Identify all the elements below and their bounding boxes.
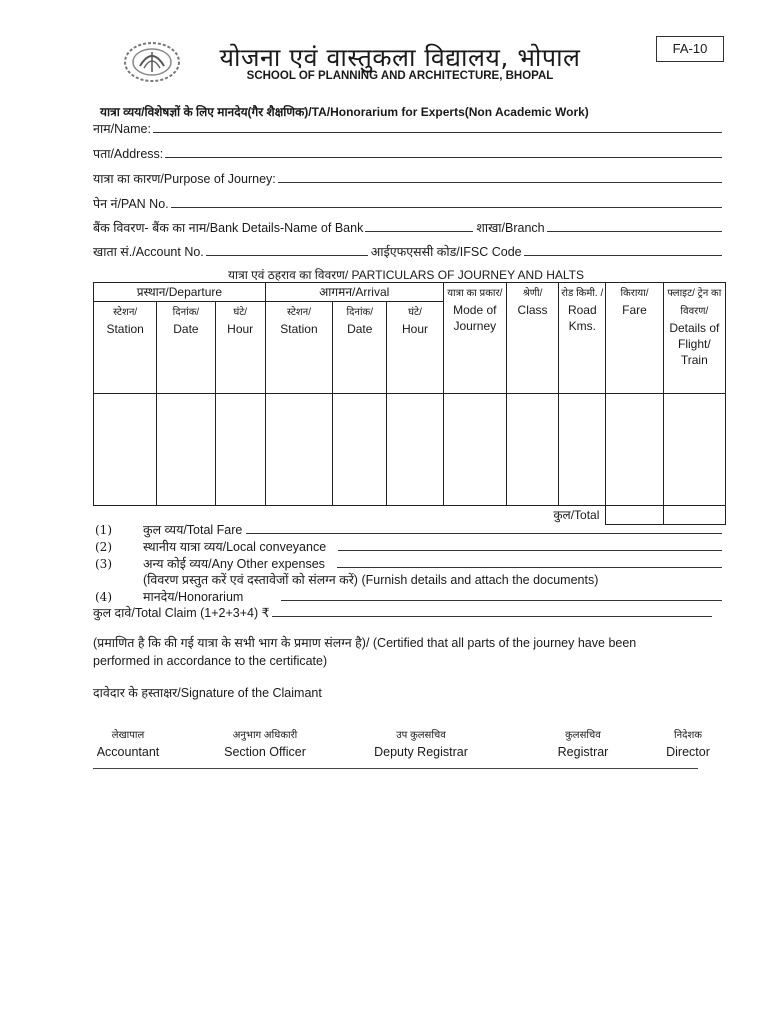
form-subtitle: यात्रा व्यय/विशेषज्ञों के लिए मानदेय(गैर शैक्षणिक)/TA/Honorarium for Experts(Non Academic Work)	[100, 105, 589, 119]
signatory-deputy-registrar: उप कुलसचिव Deputy Registrar	[374, 730, 468, 759]
total-label: कुल/Total	[94, 506, 606, 525]
expense-number: (2)	[95, 540, 112, 554]
table-row[interactable]	[94, 394, 726, 506]
expense-total-fare[interactable]	[95, 521, 722, 538]
address-field[interactable]	[93, 145, 722, 162]
signatory-registrar: कुलसचिव Registrar	[557, 730, 609, 759]
table-header-row	[94, 283, 726, 302]
purpose-label: यात्रा का कारण/Purpose of Journey:	[93, 172, 276, 186]
name-label: नाम/Name:	[93, 122, 151, 136]
departure-header: प्रस्थान/Departure	[94, 283, 266, 302]
departure-hour-header: घंटे/ Hour	[215, 302, 265, 394]
class-header: श्रेणी/ Class	[506, 283, 558, 394]
total-claim-label: कुल दावे/Total Claim (1+2+3+4) ₹	[93, 606, 270, 620]
expense-number: (1)	[95, 523, 112, 537]
institute-title-hindi: योजना एवं वास्तुकला विद्यालय, भोपाल	[219, 43, 581, 72]
expense-label: अन्य कोई व्यय/Any Other expenses	[143, 557, 325, 571]
ifsc-label: आईएफएससी कोड/IFSC Code	[370, 245, 522, 259]
signatory-director: निदेशक Director	[666, 730, 710, 759]
pan-label: पेन नं/PAN No.	[93, 197, 169, 211]
claimant-signature-label: दावेदार के हस्ताक्षर/Signature of the Claimant	[93, 686, 322, 700]
expense-honorarium[interactable]	[95, 588, 722, 605]
address-label: पता/Address:	[93, 147, 164, 161]
journey-table-caption: यात्रा एवं ठहराव का विवरण/ PARTICULARS OF JOURNEY AND HALTS	[228, 268, 584, 282]
departure-date-header: दिनांक/ Date	[157, 302, 215, 394]
road-kms-header: रोड किमी. / Road Kms.	[559, 283, 606, 394]
expense-number: (4)	[95, 590, 112, 604]
arrival-station-header: स्टेशन/ Station	[265, 302, 332, 394]
form-number-box: FA-10	[656, 36, 724, 62]
arrival-hour-header: घंटे/ Hour	[387, 302, 443, 394]
pan-field[interactable]	[93, 195, 722, 212]
account-field[interactable]	[93, 243, 722, 260]
expense-label: स्थानीय यात्रा व्यय/Local conveyance	[143, 540, 327, 554]
account-label: खाता सं./Account No.	[93, 245, 204, 259]
journey-table	[93, 282, 726, 525]
total-claim-field[interactable]	[93, 604, 712, 621]
expense-label: कुल व्यय/Total Fare	[143, 523, 243, 537]
purpose-field[interactable]	[93, 170, 722, 187]
mode-header: यात्रा का प्रकार/ Mode of Journey	[443, 283, 506, 394]
expense-other[interactable]	[95, 555, 722, 572]
expense-number: (3)	[95, 557, 112, 571]
bank-label: बैंक विवरण- बैंक का नाम/Bank Details-Name of Bank	[93, 221, 364, 235]
fare-header: किराया/ Fare	[606, 283, 663, 394]
expense-local-conveyance[interactable]	[95, 538, 722, 555]
arrival-date-header: दिनांक/ Date	[333, 302, 387, 394]
departure-station-header: स्टेशन/ Station	[94, 302, 157, 394]
name-field[interactable]	[93, 120, 722, 137]
bottom-divider	[93, 768, 698, 769]
spa-logo	[122, 40, 182, 84]
expense-note	[95, 571, 722, 588]
flight-train-header: फ्लाइट/ ट्रेन का विवरण/ Details of Flight/ Train	[663, 283, 725, 394]
signatory-accountant: लेखापाल Accountant	[96, 730, 160, 759]
arrival-header: आगमन/Arrival	[265, 283, 443, 302]
expense-label: मानदेय/Honorarium	[143, 590, 244, 604]
institute-title-english: SCHOOL OF PLANNING AND ARCHITECTURE, BHOPAL	[246, 70, 554, 82]
branch-label: शाखा/Branch	[476, 221, 545, 235]
certificate-text: (प्रमाणित है कि की गई यात्रा के सभी भाग के प्रमाण संलग्न है)/ (Certified that all parts of the journey have been performed in accordance to the certificate)	[93, 636, 637, 668]
signatory-section-officer: अनुभाग अधिकारी Section Officer	[224, 730, 306, 759]
expense-note-label: (विवरण प्रस्तुत करें एवं दस्तावेजों को संलग्न करें) (Furnish details and attach the documents)	[143, 573, 599, 587]
bank-field[interactable]	[93, 219, 722, 236]
